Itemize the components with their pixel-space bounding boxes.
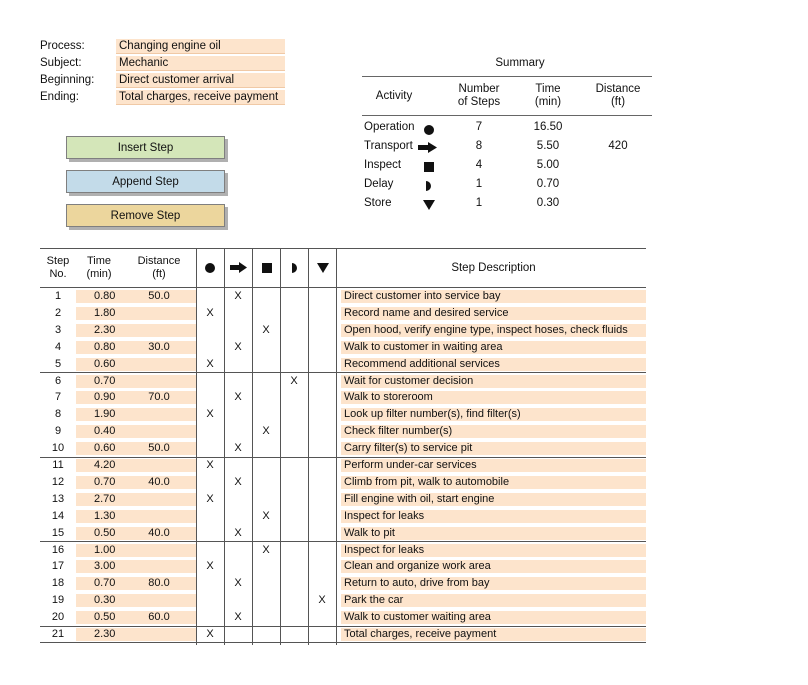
- step-description: Recommend additional services: [341, 358, 646, 371]
- step-distance: [122, 324, 196, 337]
- summary-row-transport: [362, 137, 652, 155]
- col-time-header-line1: Time: [86, 255, 112, 267]
- step-type-mark[interactable]: X: [234, 611, 242, 624]
- step-distance: [122, 307, 196, 320]
- step-number: 6: [54, 374, 62, 387]
- step-type-mark[interactable]: X: [206, 357, 214, 370]
- subject-label: Subject:: [40, 57, 82, 69]
- step-type-mark[interactable]: X: [318, 594, 326, 607]
- summary-time-header-line1: Time: [535, 83, 561, 95]
- step-description: Direct customer into service bay: [341, 290, 646, 303]
- subject-field[interactable]: Mechanic: [116, 56, 285, 71]
- summary-steps: 7: [475, 121, 483, 133]
- summary-activity: Delay: [364, 178, 394, 190]
- step-description: Inspect for leaks: [341, 510, 646, 523]
- step-type-mark[interactable]: X: [234, 290, 242, 302]
- step-type-mark[interactable]: X: [234, 340, 242, 353]
- step-number: 15: [51, 526, 65, 539]
- step-description: Walk to pit: [341, 527, 646, 540]
- step-number: 4: [54, 340, 62, 353]
- step-distance: [122, 459, 196, 472]
- step-distance: [122, 594, 196, 607]
- summary-activity: Operation: [364, 121, 415, 133]
- summary-time: 5.00: [536, 159, 560, 171]
- step-description: Walk to customer in waiting area: [341, 341, 646, 354]
- step-description: Inspect for leaks: [341, 544, 646, 557]
- step-time: 0.60: [76, 442, 122, 455]
- step-time: 4.20: [76, 459, 122, 472]
- step-time: 0.70: [76, 577, 122, 590]
- beginning-label: Beginning:: [40, 74, 95, 86]
- summary-divider: [362, 76, 652, 77]
- step-number: 7: [54, 391, 62, 404]
- summary-steps: 1: [475, 197, 483, 209]
- step-time: 0.80: [76, 290, 122, 303]
- col-description-header: Step Description: [451, 262, 536, 274]
- step-description: Climb from pit, walk to automobile: [341, 476, 646, 489]
- step-number: 17: [51, 560, 65, 573]
- step-type-mark[interactable]: X: [262, 323, 270, 336]
- step-number: 19: [51, 594, 65, 607]
- step-distance: [122, 628, 196, 641]
- step-time: 0.40: [76, 425, 122, 438]
- step-description: Clean and organize work area: [341, 560, 646, 573]
- step-description: Total charges, receive payment: [341, 628, 646, 641]
- step-distance: [122, 560, 196, 573]
- operation-column-icon: [205, 263, 215, 276]
- step-distance: 50.0: [122, 442, 196, 455]
- row-group-divider: [40, 372, 646, 373]
- table-row[interactable]: [40, 358, 646, 371]
- step-description: Carry filter(s) to service pit: [341, 442, 646, 455]
- step-number: 18: [51, 577, 65, 590]
- append-step-button[interactable]: Append Step: [66, 170, 225, 193]
- col-distance-header-line1: Distance: [137, 255, 181, 267]
- summary-time: 0.70: [536, 178, 560, 190]
- summary-time: 5.50: [536, 140, 560, 152]
- summary-steps: 1: [475, 178, 483, 190]
- step-number: 9: [54, 425, 62, 438]
- summary-row-delay: [362, 175, 652, 193]
- step-time: 0.60: [76, 358, 122, 371]
- step-distance: 30.0: [122, 341, 196, 354]
- table-row[interactable]: [40, 408, 646, 421]
- table-row[interactable]: [40, 341, 646, 354]
- table-row[interactable]: [40, 307, 646, 320]
- summary-steps-header-line2: of Steps: [457, 96, 501, 108]
- step-time: 0.30: [76, 594, 122, 607]
- table-row[interactable]: [40, 442, 646, 455]
- table-row[interactable]: [40, 560, 646, 573]
- step-number: 11: [52, 459, 64, 471]
- store-column-icon: [317, 263, 329, 276]
- step-time: 0.70: [76, 375, 122, 388]
- step-distance: [122, 358, 196, 371]
- summary-distance-header-line1: Distance: [595, 83, 641, 95]
- step-distance: [122, 510, 196, 523]
- step-time: 1.90: [76, 408, 122, 421]
- table-top-border: [40, 248, 646, 249]
- step-description: Walk to customer waiting area: [341, 611, 646, 624]
- step-description: Walk to storeroom: [341, 391, 646, 404]
- step-description: Look up filter number(s), find filter(s): [341, 408, 646, 421]
- table-row[interactable]: [40, 324, 646, 337]
- step-number: 3: [54, 323, 62, 336]
- step-time: 0.90: [76, 391, 122, 404]
- step-number: 10: [51, 442, 65, 455]
- col-step-header-line1: Step: [46, 255, 70, 267]
- step-time: 0.70: [76, 476, 122, 489]
- step-time: 2.30: [76, 324, 122, 337]
- step-distance: [122, 375, 196, 388]
- step-time: 0.50: [76, 527, 122, 540]
- table-row[interactable]: [40, 611, 646, 624]
- col-step-header-line2: No.: [49, 268, 67, 280]
- summary-row-inspect: [362, 156, 652, 174]
- step-type-mark[interactable]: X: [262, 543, 270, 556]
- step-description: Return to auto, drive from bay: [341, 577, 646, 590]
- table-row[interactable]: [40, 459, 646, 472]
- beginning-field[interactable]: Direct customer arrival: [116, 73, 285, 88]
- summary-distance-header-line2: (ft): [610, 96, 626, 108]
- step-type-mark[interactable]: X: [290, 374, 298, 387]
- summary-distance: 420: [608, 140, 628, 152]
- row-group-divider: [40, 457, 646, 458]
- step-number: 5: [54, 357, 62, 370]
- delay-column-icon: [292, 263, 298, 276]
- summary-steps: 4: [475, 159, 483, 171]
- insert-step-button[interactable]: Insert Step: [66, 136, 225, 159]
- process-field[interactable]: Changing engine oil: [116, 39, 285, 54]
- summary-activity: Inspect: [364, 159, 402, 171]
- table-row[interactable]: [40, 544, 646, 557]
- step-description: Fill engine with oil, start engine: [341, 493, 646, 506]
- step-type-mark[interactable]: X: [262, 509, 270, 522]
- step-description: Wait for customer decision: [341, 375, 646, 388]
- step-time: 2.30: [76, 628, 122, 641]
- col-distance-header-line2: (ft): [152, 268, 166, 280]
- step-time: 0.80: [76, 341, 122, 354]
- summary-row-store: [362, 194, 652, 212]
- step-number: 12: [51, 475, 65, 488]
- summary-header-divider: [362, 115, 652, 116]
- table-row[interactable]: [40, 594, 646, 607]
- table-row[interactable]: [40, 425, 646, 438]
- row-group-divider: [40, 541, 646, 542]
- remove-step-button[interactable]: Remove Step: [66, 204, 225, 227]
- step-type-mark[interactable]: X: [206, 306, 214, 319]
- table-row[interactable]: [40, 476, 646, 489]
- step-distance: 40.0: [122, 476, 196, 489]
- step-type-mark[interactable]: X: [206, 459, 214, 471]
- step-time: 0.50: [76, 611, 122, 624]
- step-time: 2.70: [76, 493, 122, 506]
- summary-time: 0.30: [536, 197, 560, 209]
- col-time-header-line2: (min): [86, 268, 112, 280]
- table-row[interactable]: [40, 391, 646, 404]
- step-distance: 80.0: [122, 577, 196, 590]
- step-time: 1.00: [76, 544, 122, 557]
- col-step-header: [40, 255, 76, 281]
- step-description: Open hood, verify engine type, inspect hoses, check fluids: [341, 324, 646, 337]
- step-number: 2: [54, 306, 62, 319]
- table-row[interactable]: [40, 527, 646, 540]
- step-type-mark[interactable]: X: [234, 391, 242, 404]
- step-distance: 70.0: [122, 391, 196, 404]
- table-row[interactable]: [40, 628, 646, 641]
- step-number: 13: [51, 492, 65, 505]
- table-row[interactable]: [40, 577, 646, 590]
- step-type-mark[interactable]: X: [234, 526, 242, 539]
- step-distance: [122, 493, 196, 506]
- ending-field[interactable]: Total charges, receive payment: [116, 90, 285, 105]
- step-type-mark[interactable]: X: [234, 577, 242, 590]
- step-description: Perform under-car services: [341, 459, 646, 472]
- table-row[interactable]: [40, 493, 646, 506]
- step-number: 8: [54, 408, 62, 421]
- summary-activity-header: Activity: [375, 90, 413, 102]
- step-number: 21: [51, 628, 65, 640]
- step-description: Record name and desired service: [341, 307, 646, 320]
- summary-activity: Transport: [364, 140, 413, 152]
- row-group-divider: [40, 642, 646, 643]
- summary-steps-header: [448, 83, 510, 109]
- step-description: Check filter number(s): [341, 425, 646, 438]
- step-number: 1: [54, 290, 62, 302]
- table-row[interactable]: [40, 510, 646, 523]
- transport-column-icon: [230, 262, 248, 276]
- summary-row-operation: [362, 118, 652, 136]
- step-distance: 40.0: [122, 527, 196, 540]
- row-group-divider: [40, 626, 646, 627]
- table-header-border: [40, 287, 646, 288]
- step-type-mark[interactable]: X: [234, 475, 242, 488]
- step-number: 14: [51, 509, 65, 522]
- summary-time: 16.50: [533, 121, 563, 133]
- table-row[interactable]: [40, 375, 646, 388]
- summary-title: Summary: [495, 57, 545, 69]
- summary-activity: Store: [364, 197, 392, 209]
- step-distance: 50.0: [122, 290, 196, 303]
- step-type-mark[interactable]: X: [206, 408, 214, 421]
- summary-steps-header-line1: Number: [458, 83, 500, 95]
- ending-label: Ending:: [40, 91, 80, 103]
- col-distance-header: [122, 255, 196, 281]
- step-type-mark[interactable]: X: [262, 425, 270, 438]
- step-distance: [122, 408, 196, 421]
- summary-steps: 8: [475, 140, 483, 152]
- table-row[interactable]: [40, 290, 646, 303]
- step-distance: [122, 425, 196, 438]
- triangle-down-icon: [423, 198, 435, 216]
- step-type-mark[interactable]: X: [206, 628, 214, 640]
- summary-time-header: [526, 83, 570, 109]
- step-type-mark[interactable]: X: [234, 442, 242, 455]
- summary-distance-header: [588, 83, 648, 109]
- inspect-column-icon: [262, 263, 272, 276]
- step-number: 20: [51, 611, 65, 624]
- step-distance: [122, 544, 196, 557]
- step-type-mark[interactable]: X: [206, 492, 214, 505]
- step-time: 1.80: [76, 307, 122, 320]
- col-time-header: [76, 255, 122, 281]
- step-type-mark[interactable]: X: [206, 560, 214, 573]
- step-time: 3.00: [76, 560, 122, 573]
- summary-time-header-line2: (min): [534, 96, 562, 108]
- step-time: 1.30: [76, 510, 122, 523]
- process-label: Process:: [40, 40, 85, 52]
- step-description: Park the car: [341, 594, 646, 607]
- step-distance: 60.0: [122, 611, 196, 624]
- step-number: 16: [51, 543, 65, 556]
